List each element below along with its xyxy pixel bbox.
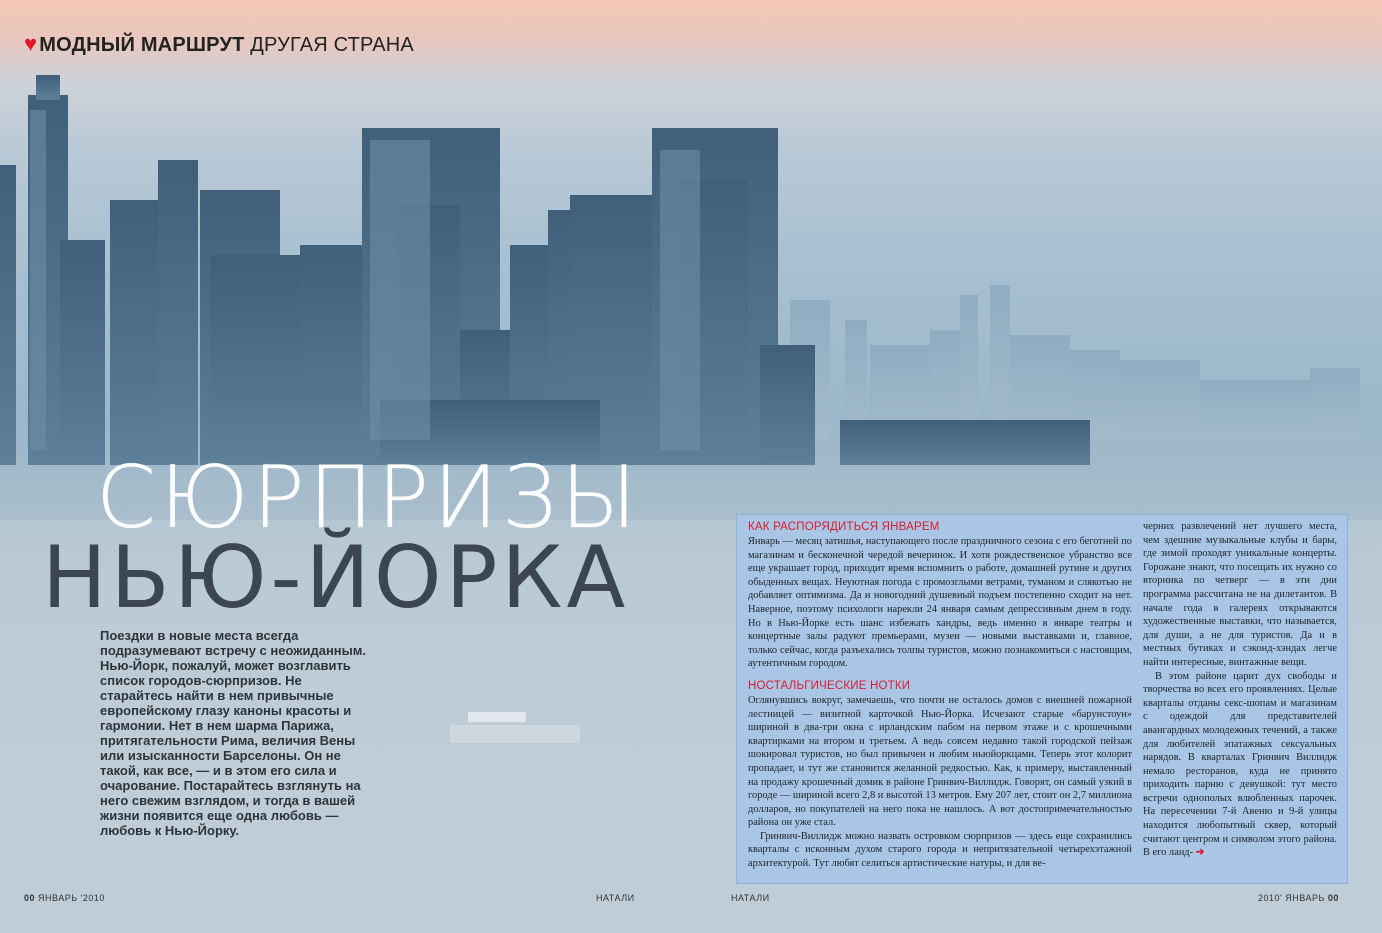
column2-text-1: черних развлечений нет лучшего места, чем здешние музыкальные клубы и бары, где зимой проходят уникальные концерты. Горожане знают, что посещать их нужно со вторника по четверг — в эти дни программа рассчитана не на дилетантов. В начале года в галереях открываются художественные выставки, что называется, для души, а не для туристов. Да и в местных бутиках и сэконд-хэндах легче найти интересные, винтажные вещи.: [1143, 521, 1337, 668]
column2-text-2: [1143, 670, 1337, 860]
page-number-right: 00: [1327, 893, 1339, 903]
continue-arrow-icon: ➜: [1195, 847, 1205, 859]
section-text-january: Январь — месяц затишья, наступающего после праздничного сезона с его беготней по магазинам и бесконечной чередой вечеринок. И хотя рождественское убранство все еще украшает город, приходит время вспомнить о работе, домашней рутине и других обыденных вещах. Неуютная погода с промозглыми ветрами, туманом и слякотью не добавляет оптимизма. Да и новогодний душевный подъем постепенно сходит на нет. Наверное, поэтому психологи нарекли 24 января самым депрессивным днем в году. Но в Нью-Йорке есть шанс избежать хандры, ведь именно в январе театры и концертные залы радуют премьерами, музеи — новыми выставками и, главное, только сейчас, когда разъехались толпы туристов, можно познакомиться с настоящим, аутентичным городом.: [748, 536, 1132, 670]
article-column-2: [1143, 520, 1337, 860]
footer-date-right: 2010' ЯНВАРЬ: [1258, 893, 1325, 903]
section-text-nostalgia: Оглянувшись вокруг, замечаешь, что почти не осталось домов с внешней пожарной лестницей — визитной карточкой Нью-Йорка. Исчезают старые «барунстоун» шириной в два-три окна с ирландским пабом на первом этаже и с крошечными квартирками на втором и третьем. А ведь совсем недавно такой городской пейзаж шокировал туристов, но был привычен и любим ньюйоркцами. Теперь этот колорит пропадает, и тут же становится желанной редкостью. Как, к примеру, выставленный на продажу крошечный домик в районе Гринвич-Виллидж. Говорят, он самый узкий в городе — шириной всего 2,8 и высотой 13 метров. Ему 207 лет, стоит он 2,7 миллиона долларов, но покупателей на него пока не нашлось. А вот достопримечательностью района он уже стал.: [748, 694, 1132, 829]
heart-icon: ♥: [24, 31, 38, 56]
section-title-january: КАК РАСПОРЯДИТЬСЯ ЯНВАРЕМ: [748, 521, 940, 533]
headline-line1: СЮРПРИЗЫ: [96, 448, 641, 548]
headline-line2: НЬЮ-ЙОРКА: [42, 528, 630, 628]
footer-magazine-right: НАТАЛИ: [731, 893, 770, 903]
footer-magazine-left: НАТАЛИ: [596, 893, 635, 903]
section-title-nostalgia: НОСТАЛЬГИЧЕСКИЕ НОТКИ: [748, 679, 911, 692]
header-section: МОДНЫЙ МАРШРУТ: [39, 34, 245, 56]
section-text-greenwich: Гринвич-Виллидж можно назвать островком сюрпризов — здесь еще сохранились кварталы с исконным духом старого города и непритязательной четырехэтажной архитектурой. Тут любят селиться артистические натуры, и для ве-: [748, 830, 1132, 870]
lead-paragraph: Поездки в новые места всегда подразумевают встречу с неожиданным. Нью-Йорк, пожалуй, может возглавить список городов-сюрпризов. Не старайтесь найти в нем привычные европейскому глазу каноны красоты и гармонии. Нет в нем шарма Парижа, притягательности Рима, величия Вены или изысканности Барселоны. Он не такой, как все, — и в этом его сила и очарование. Постарайтесь взглянуть на него свежим взглядом, и тогда в вашей жизни появится еще одна любовь — любовь к Нью-Йорку.: [100, 628, 366, 838]
page-number-left: 00: [24, 893, 36, 903]
footer-date-left: ЯНВАРЬ '2010: [38, 893, 105, 903]
header-subsection: ДРУГАЯ СТРАНА: [250, 34, 414, 56]
column2-text-2-body: В этом районе царит дух свободы и творчества во всех его проявлениях. Целые кварталы отданы секс-шопам и магазинам с одеждой для представителей авангардных молодежных течений, а также для любителей эпатажных сексуальных нарядов. В кварталах Гринвич Виллидж немало ресторанов, куда не принято приходить парню с девушкой: тут место встречи однополых влюбленных парочек. На пересечении 7-й Авеню и 9-й улицы находится любопытный сквер, который считают центром и символом этого района. В его ланд-: [1143, 670, 1337, 859]
article-column-1: [748, 520, 1132, 871]
footer-left: [24, 893, 105, 903]
footer-right: [1258, 893, 1339, 903]
section-header: [24, 31, 414, 57]
